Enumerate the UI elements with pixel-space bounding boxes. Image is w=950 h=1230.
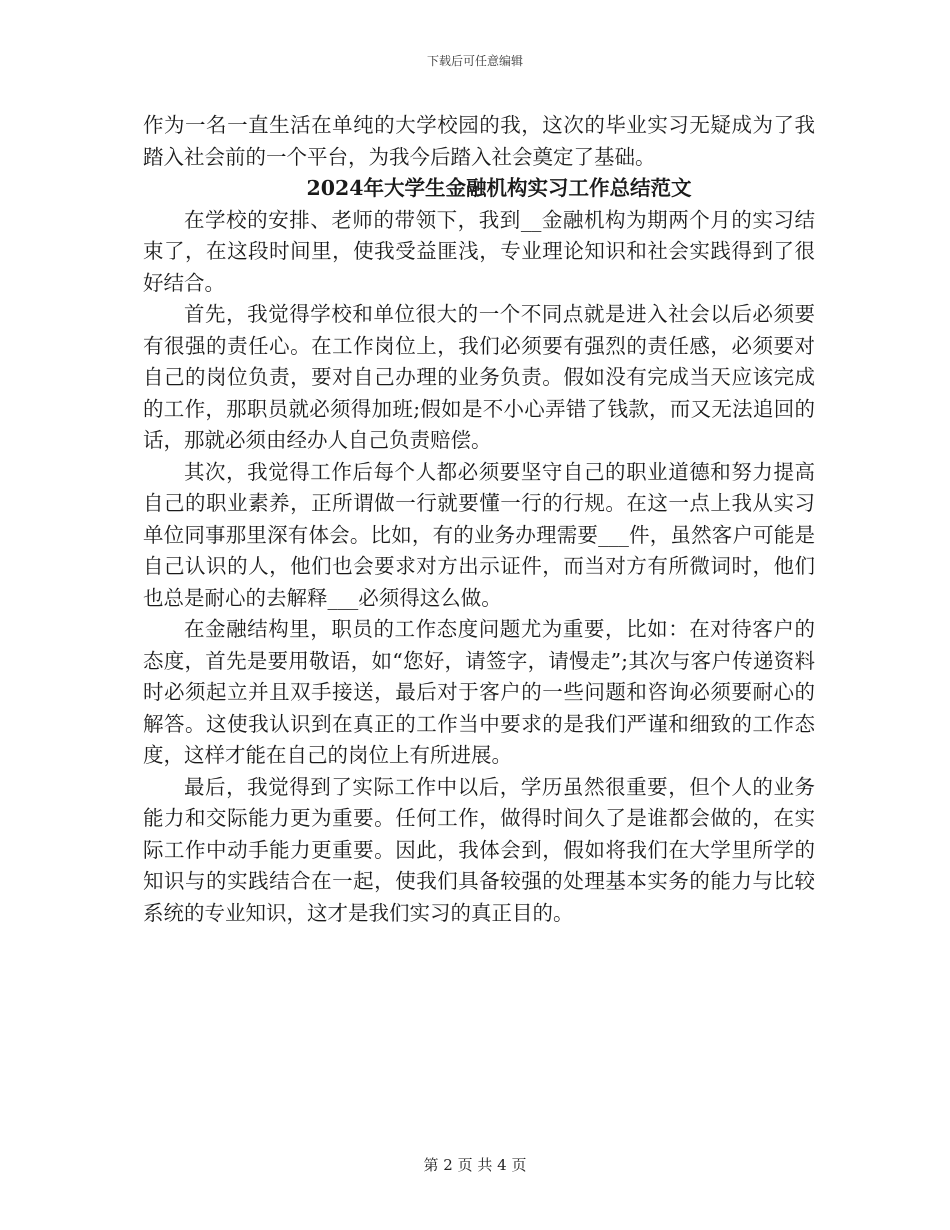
paragraph-5: 最后，我觉得到了实际工作中以后，学历虽然很重要，但个人的业务能力和交际能力更为重要。任何工作，做得时间久了是谁都会做的，在实际工作中动手能力更重要。因此，我体会到，假如将我们在大学里所学的知识与的实践结合在一起，使我们具备较强的处理基本实务的能力与比较系统的专业知识，这才是我们实习的真正目的。 bbox=[143, 774, 815, 925]
document-title: 2024年大学生金融机构实习工作总结范文 bbox=[306, 176, 692, 200]
paragraph-2: 首先，我觉得学校和单位很大的一个不同点就是进入社会以后必须要有很强的责任心。在工作岗位上，我们必须要有强烈的责任感，必须要对自己的岗位负责，要对自己办理的业务负责。假如没有完成当天应该完成的工作，那职员就必须得加班;假如是不小心弄错了钱款，而又无法追回的话，那就必须由经办人自己负责赔偿。 bbox=[143, 302, 815, 452]
page-header: 下载后可任意编辑 bbox=[426, 54, 523, 68]
paragraph-3: 其次，我觉得工作后每个人都必须要坚守自己的职业道德和努力提高自己的职业素养，正所谓做一行就要懂一行的行规。在这一点上我从实习单位同事那里深有体会。比如，有的业务办理需要___件，虽然客户可能是自己认识的人，他们也会要求对方出示证件，而当对方有所微词时，他们也总是耐心的去解释___必须得这么做。 bbox=[143, 459, 815, 610]
intro-paragraph: 作为一名一直生活在单纯的大学校园的我，这次的毕业实习无疑成为了我踏入社会前的一个平台，为我今后踏入社会奠定了基础。 bbox=[143, 113, 815, 169]
page-number: 第 2 页 共 4 页 bbox=[423, 1156, 527, 1174]
document-body bbox=[143, 110, 815, 929]
paragraph-4: 在金融结构里，职员的工作态度问题尤为重要，比如：在对待客户的态度，首先是要用敬语，如“您好，请签字，请慢走”;其次与客户传递资料时必须起立并且双手接送，最后对于客户的一些问题和咨询必须要耐心的解答。这使我认识到在真正的工作当中要求的是我们严谨和细致的工作态度，这样才能在自己的岗位上有所进展。 bbox=[143, 617, 815, 767]
paragraph-1: 在学校的安排、老师的带领下，我到__金融机构为期两个月的实习结束了，在这段时间里，使我受益匪浅，专业理论知识和社会实践得到了很好结合。 bbox=[143, 207, 815, 295]
